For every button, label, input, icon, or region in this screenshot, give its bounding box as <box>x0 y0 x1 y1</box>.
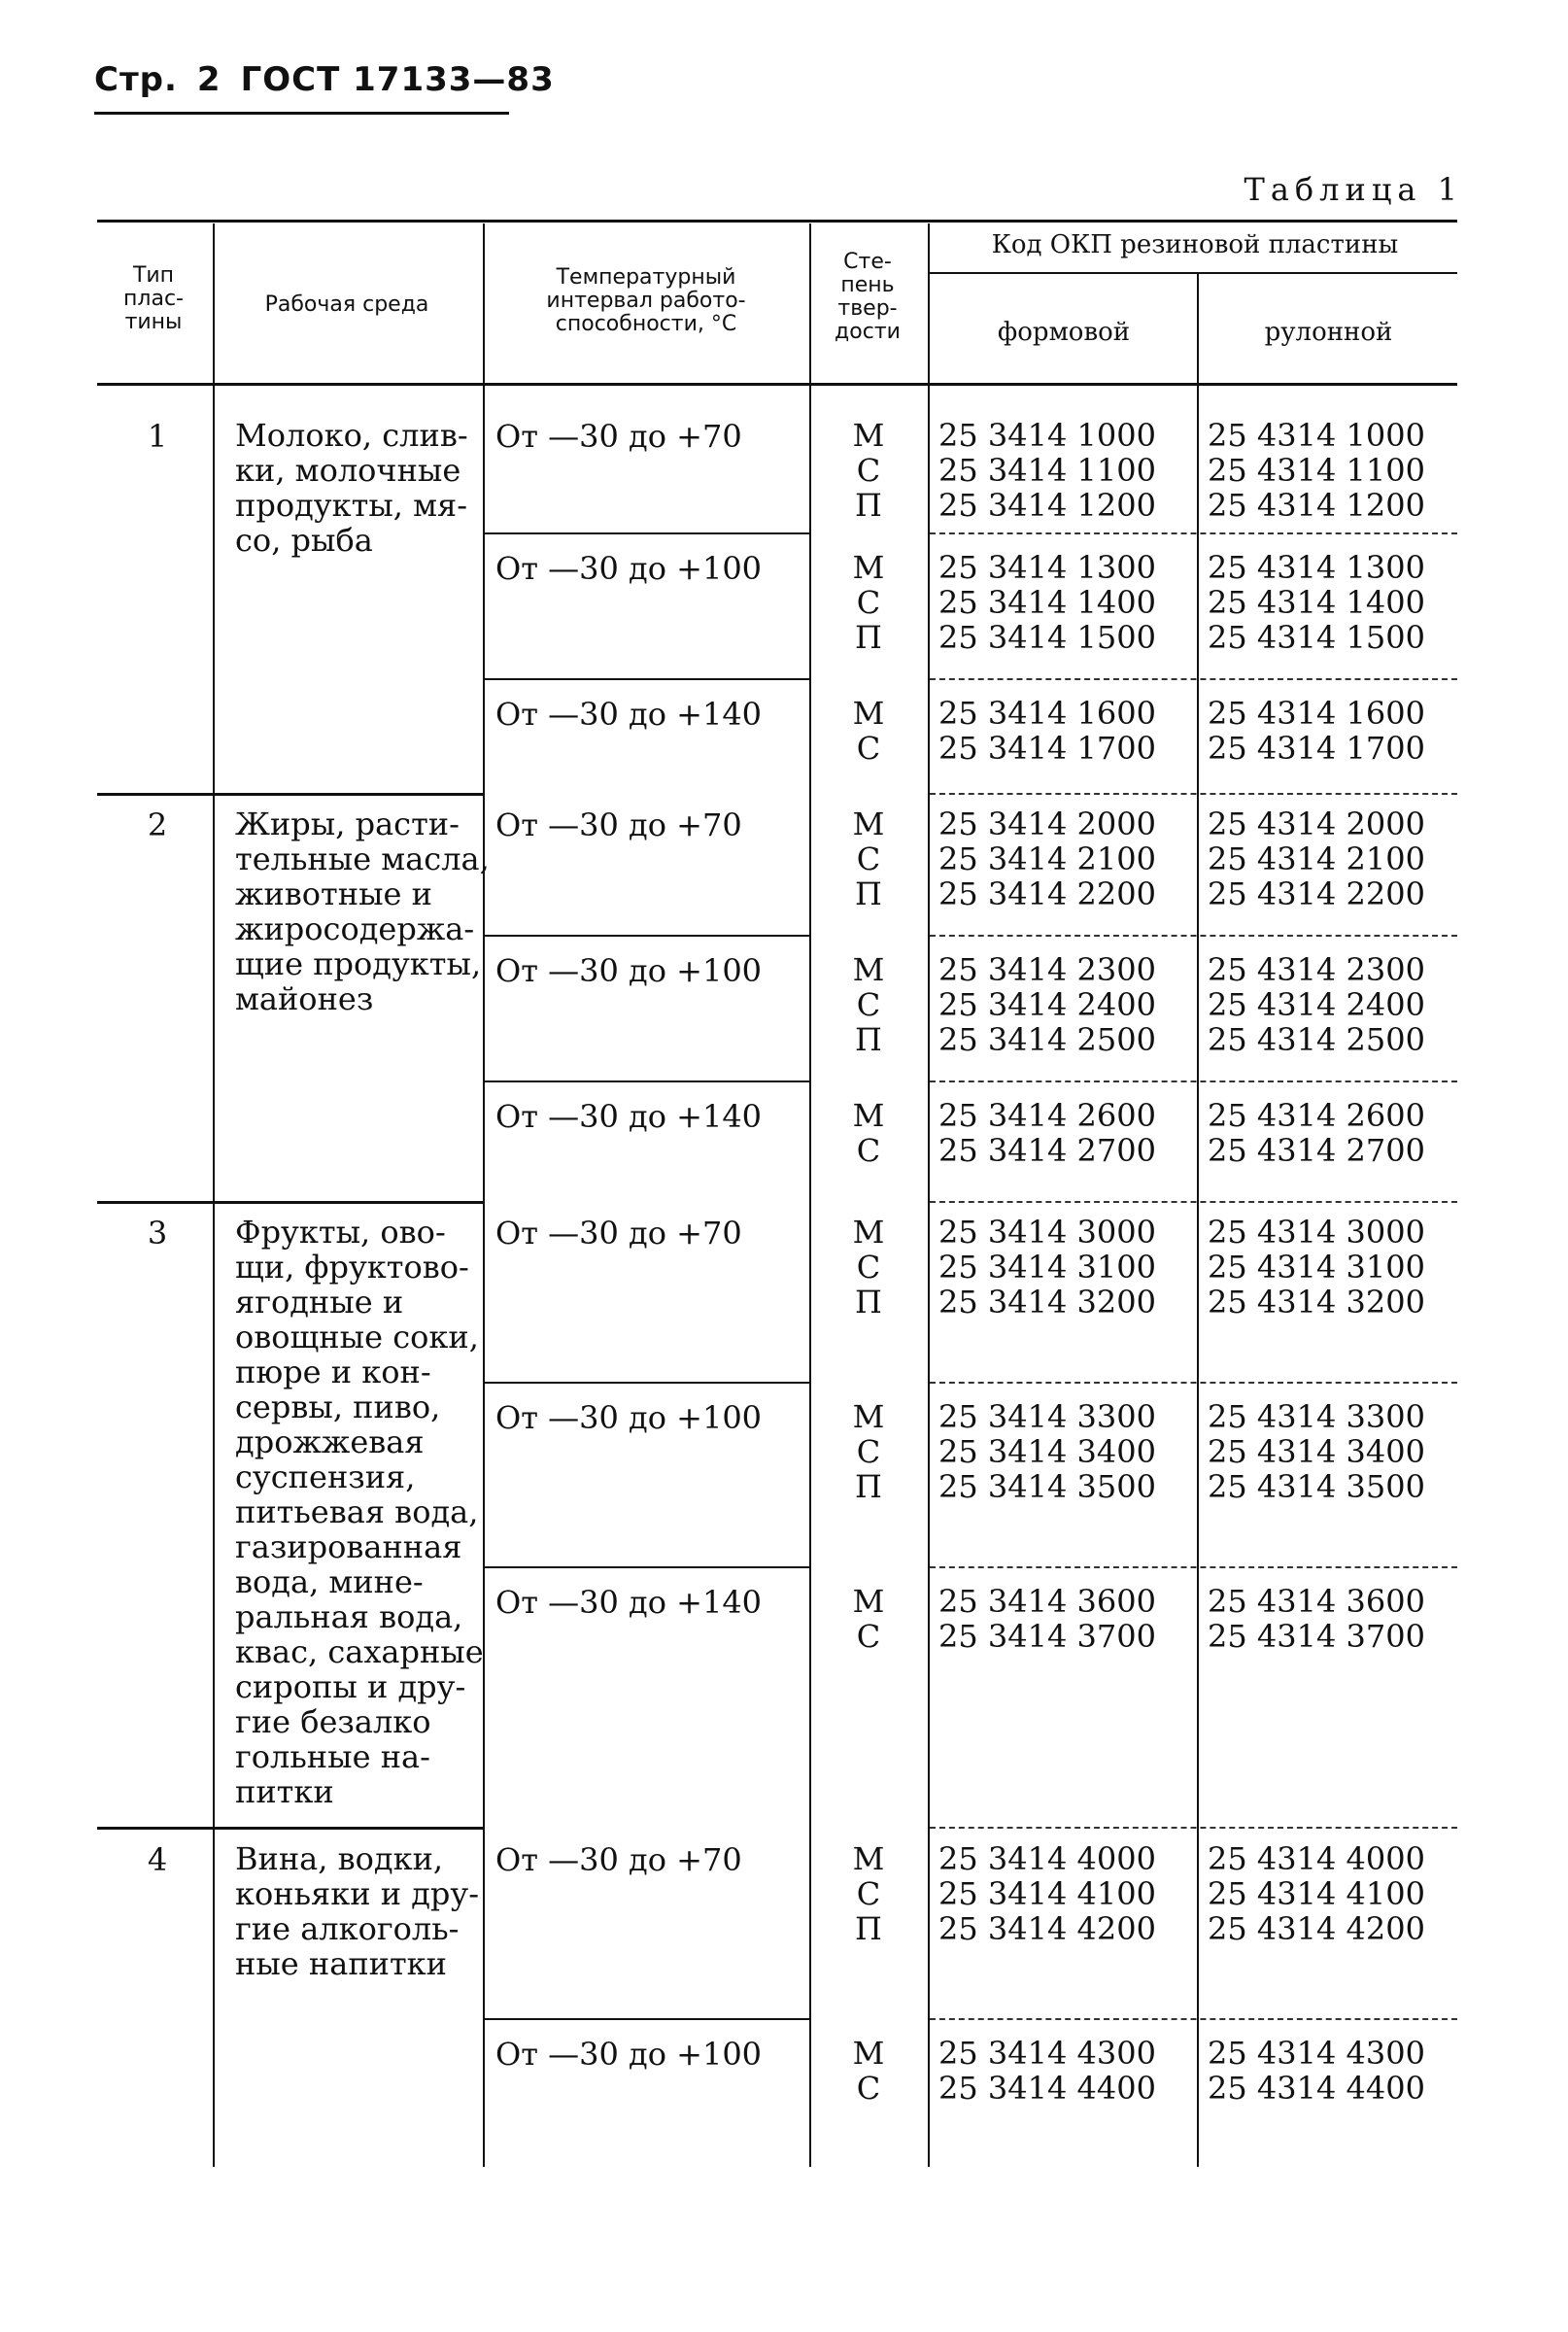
working-medium-line: питки <box>235 1773 334 1810</box>
temperature-range: От —30 до +100 <box>495 952 763 989</box>
okp-code-molded: 25 3414 2700 <box>938 1132 1156 1169</box>
okp-code-molded: 25 3414 4100 <box>938 1875 1156 1912</box>
temp-group-rule <box>485 935 809 937</box>
hardness-grade: М <box>852 2035 885 2072</box>
okp-code-molded: 25 3414 2200 <box>938 875 1156 912</box>
hardness-grade: С <box>856 1875 881 1912</box>
temperature-range: От —30 до +70 <box>495 806 742 843</box>
hardness-grade: П <box>855 1910 882 1947</box>
hardness-grade: П <box>855 1468 882 1505</box>
working-medium-line: ягодные и <box>235 1284 404 1320</box>
temp-group-rule <box>485 678 809 680</box>
table-caption: Таблица 1 <box>1244 171 1463 208</box>
okp-code-rolled: 25 4314 1100 <box>1208 452 1425 489</box>
col-rule-medium <box>483 223 485 2167</box>
okp-code-molded: 25 3414 2500 <box>938 1021 1156 1058</box>
temperature-range: От —30 до +70 <box>495 418 742 455</box>
hardness-grade: П <box>855 1021 882 1058</box>
okp-code-rolled: 25 4314 1400 <box>1208 584 1425 621</box>
temp-group-rule <box>485 1382 809 1384</box>
okp-code-molded: 25 3414 1300 <box>938 549 1156 586</box>
col-rule-hardness <box>928 223 930 2167</box>
col-header-hardness <box>814 251 921 344</box>
hardness-grade: М <box>852 417 885 454</box>
col-header-molded: формовой <box>997 318 1131 347</box>
working-medium-line: сервы, пиво, <box>235 1389 441 1425</box>
hardness-grade: М <box>852 1398 885 1435</box>
okp-code-molded: 25 3414 3200 <box>938 1284 1156 1320</box>
okp-code-molded: 25 3414 3100 <box>938 1249 1156 1286</box>
okp-code-molded: 25 3414 1200 <box>938 487 1156 524</box>
okp-code-rolled: 25 4314 2000 <box>1208 806 1425 842</box>
hardness-grade: С <box>856 1618 881 1655</box>
row-dashed-rule <box>930 1201 1457 1203</box>
okp-code-rolled: 25 4314 2200 <box>1208 875 1425 912</box>
okp-code-molded: 25 3414 3600 <box>938 1583 1156 1620</box>
okp-code-rolled: 25 4314 3300 <box>1208 1398 1425 1435</box>
col-header-okp: Код ОКП резиновой пластины <box>991 230 1399 259</box>
okp-code-rolled: 25 4314 3100 <box>1208 1249 1425 1286</box>
working-medium-line: майонез <box>235 980 374 1017</box>
temperature-range: От —30 до +100 <box>495 550 763 587</box>
okp-code-molded: 25 3414 2300 <box>938 951 1156 988</box>
col-header-type <box>105 264 202 334</box>
working-medium-line: ральная вода, <box>235 1598 463 1635</box>
col-header-rolled: рулонной <box>1264 318 1393 347</box>
col-rule-temp <box>809 223 811 2167</box>
working-medium-line: Вина, водки, <box>235 1840 444 1877</box>
working-medium-line: дрожжевая <box>235 1423 425 1460</box>
working-medium-line: сиропы и дру- <box>235 1668 466 1705</box>
hardness-grade: М <box>852 695 885 732</box>
group-dashed-rule <box>930 1566 1457 1568</box>
col-header-hardness-line: твер- <box>837 296 898 321</box>
okp-code-rolled: 25 4314 3500 <box>1208 1468 1425 1505</box>
okp-code-molded: 25 3414 1100 <box>938 452 1156 489</box>
table-header-bottom-rule <box>97 383 1457 386</box>
working-medium-line: пюре и кон- <box>235 1354 431 1390</box>
working-medium <box>235 806 490 1016</box>
okp-code-rolled: 25 4314 3000 <box>1208 1214 1425 1251</box>
okp-code-molded: 25 3414 2600 <box>938 1097 1156 1134</box>
working-medium-line: щи, фруктово- <box>235 1249 469 1286</box>
hardness-grade: М <box>852 1214 885 1251</box>
col-header-temp-line: способности, °С <box>555 312 737 336</box>
hardness-grade: С <box>856 1132 881 1169</box>
okp-code-molded: 25 3414 2000 <box>938 806 1156 842</box>
col-header-type-line: плас- <box>123 287 184 311</box>
working-medium <box>235 1841 479 1981</box>
group-dashed-rule <box>930 532 1457 534</box>
okp-code-molded: 25 3414 3300 <box>938 1398 1156 1435</box>
okp-code-rolled: 25 4314 4200 <box>1208 1910 1425 1947</box>
temperature-range: От —30 до +70 <box>495 1215 742 1252</box>
temperature-range: От —30 до +100 <box>495 2036 763 2073</box>
temperature-range: От —30 до +100 <box>495 1399 763 1436</box>
table-top-rule <box>97 220 1457 223</box>
okp-code-molded: 25 3414 3500 <box>938 1468 1156 1505</box>
okp-code-molded: 25 3414 4000 <box>938 1840 1156 1877</box>
type-number: 4 <box>147 1841 168 1878</box>
type-number: 3 <box>147 1215 168 1252</box>
okp-code-rolled: 25 4314 1600 <box>1208 695 1425 732</box>
working-medium-line: коньяки и дру- <box>235 1875 480 1912</box>
group-dashed-rule <box>930 1080 1457 1082</box>
okp-code-molded: 25 3414 1400 <box>938 584 1156 621</box>
working-medium-line: щие продукты, <box>235 945 482 982</box>
okp-code-rolled: 25 4314 2400 <box>1208 986 1425 1023</box>
hardness-grade: М <box>852 549 885 586</box>
type-number: 2 <box>147 806 168 843</box>
okp-code-rolled: 25 4314 2500 <box>1208 1021 1425 1058</box>
hardness-grade: М <box>852 806 885 842</box>
group-dashed-rule <box>930 2018 1457 2020</box>
hardness-grade: С <box>856 2070 881 2107</box>
hardness-grade: М <box>852 1583 885 1620</box>
working-medium <box>235 418 468 558</box>
col-header-temp <box>486 266 806 336</box>
working-medium-line: вода, мине- <box>235 1563 424 1600</box>
col-header-medium: Рабочая среда <box>264 292 429 317</box>
hardness-grade: П <box>855 487 882 524</box>
page-number: 2 <box>196 60 222 99</box>
working-medium-line: продукты, мя- <box>235 487 468 524</box>
page-label: Стр. <box>94 60 178 99</box>
col-header-temp-line: Температурный <box>556 265 736 290</box>
okp-code-molded: 25 3414 2400 <box>938 986 1156 1023</box>
okp-code-rolled: 25 4314 3200 <box>1208 1284 1425 1320</box>
working-medium-line: ки, молочные <box>235 452 461 489</box>
temperature-range: От —30 до +140 <box>495 1584 763 1621</box>
row-rule-left <box>97 793 484 796</box>
working-medium-line: ные напитки <box>235 1945 447 1982</box>
hardness-grade: С <box>856 452 881 489</box>
working-medium-line: Фрукты, ово- <box>235 1214 446 1251</box>
hardness-grade: С <box>856 1249 881 1286</box>
hardness-grade: С <box>856 840 881 877</box>
working-medium <box>235 1215 484 1809</box>
hardness-grade: С <box>856 986 881 1023</box>
okp-code-rolled: 25 4314 3600 <box>1208 1583 1425 1620</box>
row-dashed-rule <box>930 793 1457 795</box>
working-medium-line: тельные масла, <box>235 840 490 877</box>
col-rule-okp <box>1197 272 1199 2167</box>
hardness-grade: С <box>856 584 881 621</box>
group-dashed-rule <box>930 678 1457 680</box>
hardness-grade: П <box>855 1284 882 1320</box>
type-number: 1 <box>147 418 168 455</box>
okp-code-molded: 25 3414 4400 <box>938 2070 1156 2107</box>
working-medium-line: квас, сахарные <box>235 1633 484 1670</box>
okp-code-molded: 25 3414 1700 <box>938 730 1156 767</box>
okp-code-molded: 25 3414 2100 <box>938 840 1156 877</box>
working-medium-line: гие безалко <box>235 1703 431 1740</box>
row-dashed-rule <box>930 1827 1457 1829</box>
okp-code-rolled: 25 4314 4400 <box>1208 2070 1425 2107</box>
working-medium-line: гие алкоголь- <box>235 1910 460 1947</box>
temperature-range: От —30 до +140 <box>495 1098 763 1135</box>
working-medium-line: жиросодержа- <box>235 910 475 947</box>
okp-code-rolled: 25 4314 3400 <box>1208 1433 1425 1470</box>
col-rule-type <box>213 223 215 2167</box>
okp-code-rolled: 25 4314 1300 <box>1208 549 1425 586</box>
working-medium-line: животные и <box>235 875 432 912</box>
col-header-temp-line: интервал работо- <box>546 289 746 313</box>
working-medium-line: газированная <box>235 1528 462 1565</box>
standard-number: ГОСТ 17133—83 <box>240 60 555 99</box>
page-header <box>94 60 574 99</box>
col-header-hardness-line: Сте- <box>843 250 892 274</box>
temp-group-rule <box>485 1566 809 1568</box>
okp-code-rolled: 25 4314 4300 <box>1208 2035 1425 2072</box>
col-header-hardness-line: дости <box>835 320 901 344</box>
working-medium-line: гольные на- <box>235 1738 430 1775</box>
group-dashed-rule <box>930 1382 1457 1384</box>
okp-header-rule <box>928 272 1457 274</box>
okp-code-molded: 25 3414 1500 <box>938 619 1156 656</box>
okp-code-rolled: 25 4314 1000 <box>1208 417 1425 454</box>
row-rule-left <box>97 1827 484 1830</box>
working-medium-line: Жиры, расти- <box>235 806 460 842</box>
working-medium-line: со, рыба <box>235 522 373 559</box>
okp-code-rolled: 25 4314 2700 <box>1208 1132 1425 1169</box>
okp-code-molded: 25 3414 4300 <box>938 2035 1156 2072</box>
header-rule <box>94 112 509 115</box>
okp-code-rolled: 25 4314 1200 <box>1208 487 1425 524</box>
temp-group-rule <box>485 1080 809 1082</box>
group-dashed-rule <box>930 935 1457 937</box>
hardness-grade: М <box>852 1840 885 1877</box>
okp-code-rolled: 25 4314 2100 <box>1208 840 1425 877</box>
working-medium-line: овощные соки, <box>235 1319 479 1355</box>
okp-code-rolled: 25 4314 3700 <box>1208 1618 1425 1655</box>
okp-code-molded: 25 3414 3700 <box>938 1618 1156 1655</box>
okp-code-molded: 25 3414 3400 <box>938 1433 1156 1470</box>
okp-code-rolled: 25 4314 2300 <box>1208 951 1425 988</box>
temperature-range: От —30 до +140 <box>495 696 763 733</box>
okp-code-rolled: 25 4314 1700 <box>1208 730 1425 767</box>
okp-code-rolled: 25 4314 4000 <box>1208 1840 1425 1877</box>
hardness-grade: С <box>856 1433 881 1470</box>
row-rule-left <box>97 1201 484 1204</box>
hardness-grade: П <box>855 619 882 656</box>
temp-group-rule <box>485 2018 809 2020</box>
hardness-grade: С <box>856 730 881 767</box>
okp-code-rolled: 25 4314 4100 <box>1208 1875 1425 1912</box>
hardness-grade: М <box>852 951 885 988</box>
hardness-grade: П <box>855 875 882 912</box>
working-medium-line: Молоко, слив- <box>235 417 468 454</box>
hardness-grade: М <box>852 1097 885 1134</box>
okp-code-rolled: 25 4314 2600 <box>1208 1097 1425 1134</box>
col-header-type-line: Тип <box>132 263 175 288</box>
working-medium-line: питьевая вода, <box>235 1493 479 1530</box>
okp-code-molded: 25 3414 3000 <box>938 1214 1156 1251</box>
okp-code-rolled: 25 4314 1500 <box>1208 619 1425 656</box>
okp-code-molded: 25 3414 1600 <box>938 695 1156 732</box>
col-header-type-line: тины <box>124 310 183 334</box>
temp-group-rule <box>485 532 809 534</box>
okp-code-molded: 25 3414 4200 <box>938 1910 1156 1947</box>
temperature-range: От —30 до +70 <box>495 1841 742 1878</box>
working-medium-line: суспензия, <box>235 1458 416 1495</box>
col-header-hardness-line: пень <box>840 273 895 297</box>
okp-code-molded: 25 3414 1000 <box>938 417 1156 454</box>
